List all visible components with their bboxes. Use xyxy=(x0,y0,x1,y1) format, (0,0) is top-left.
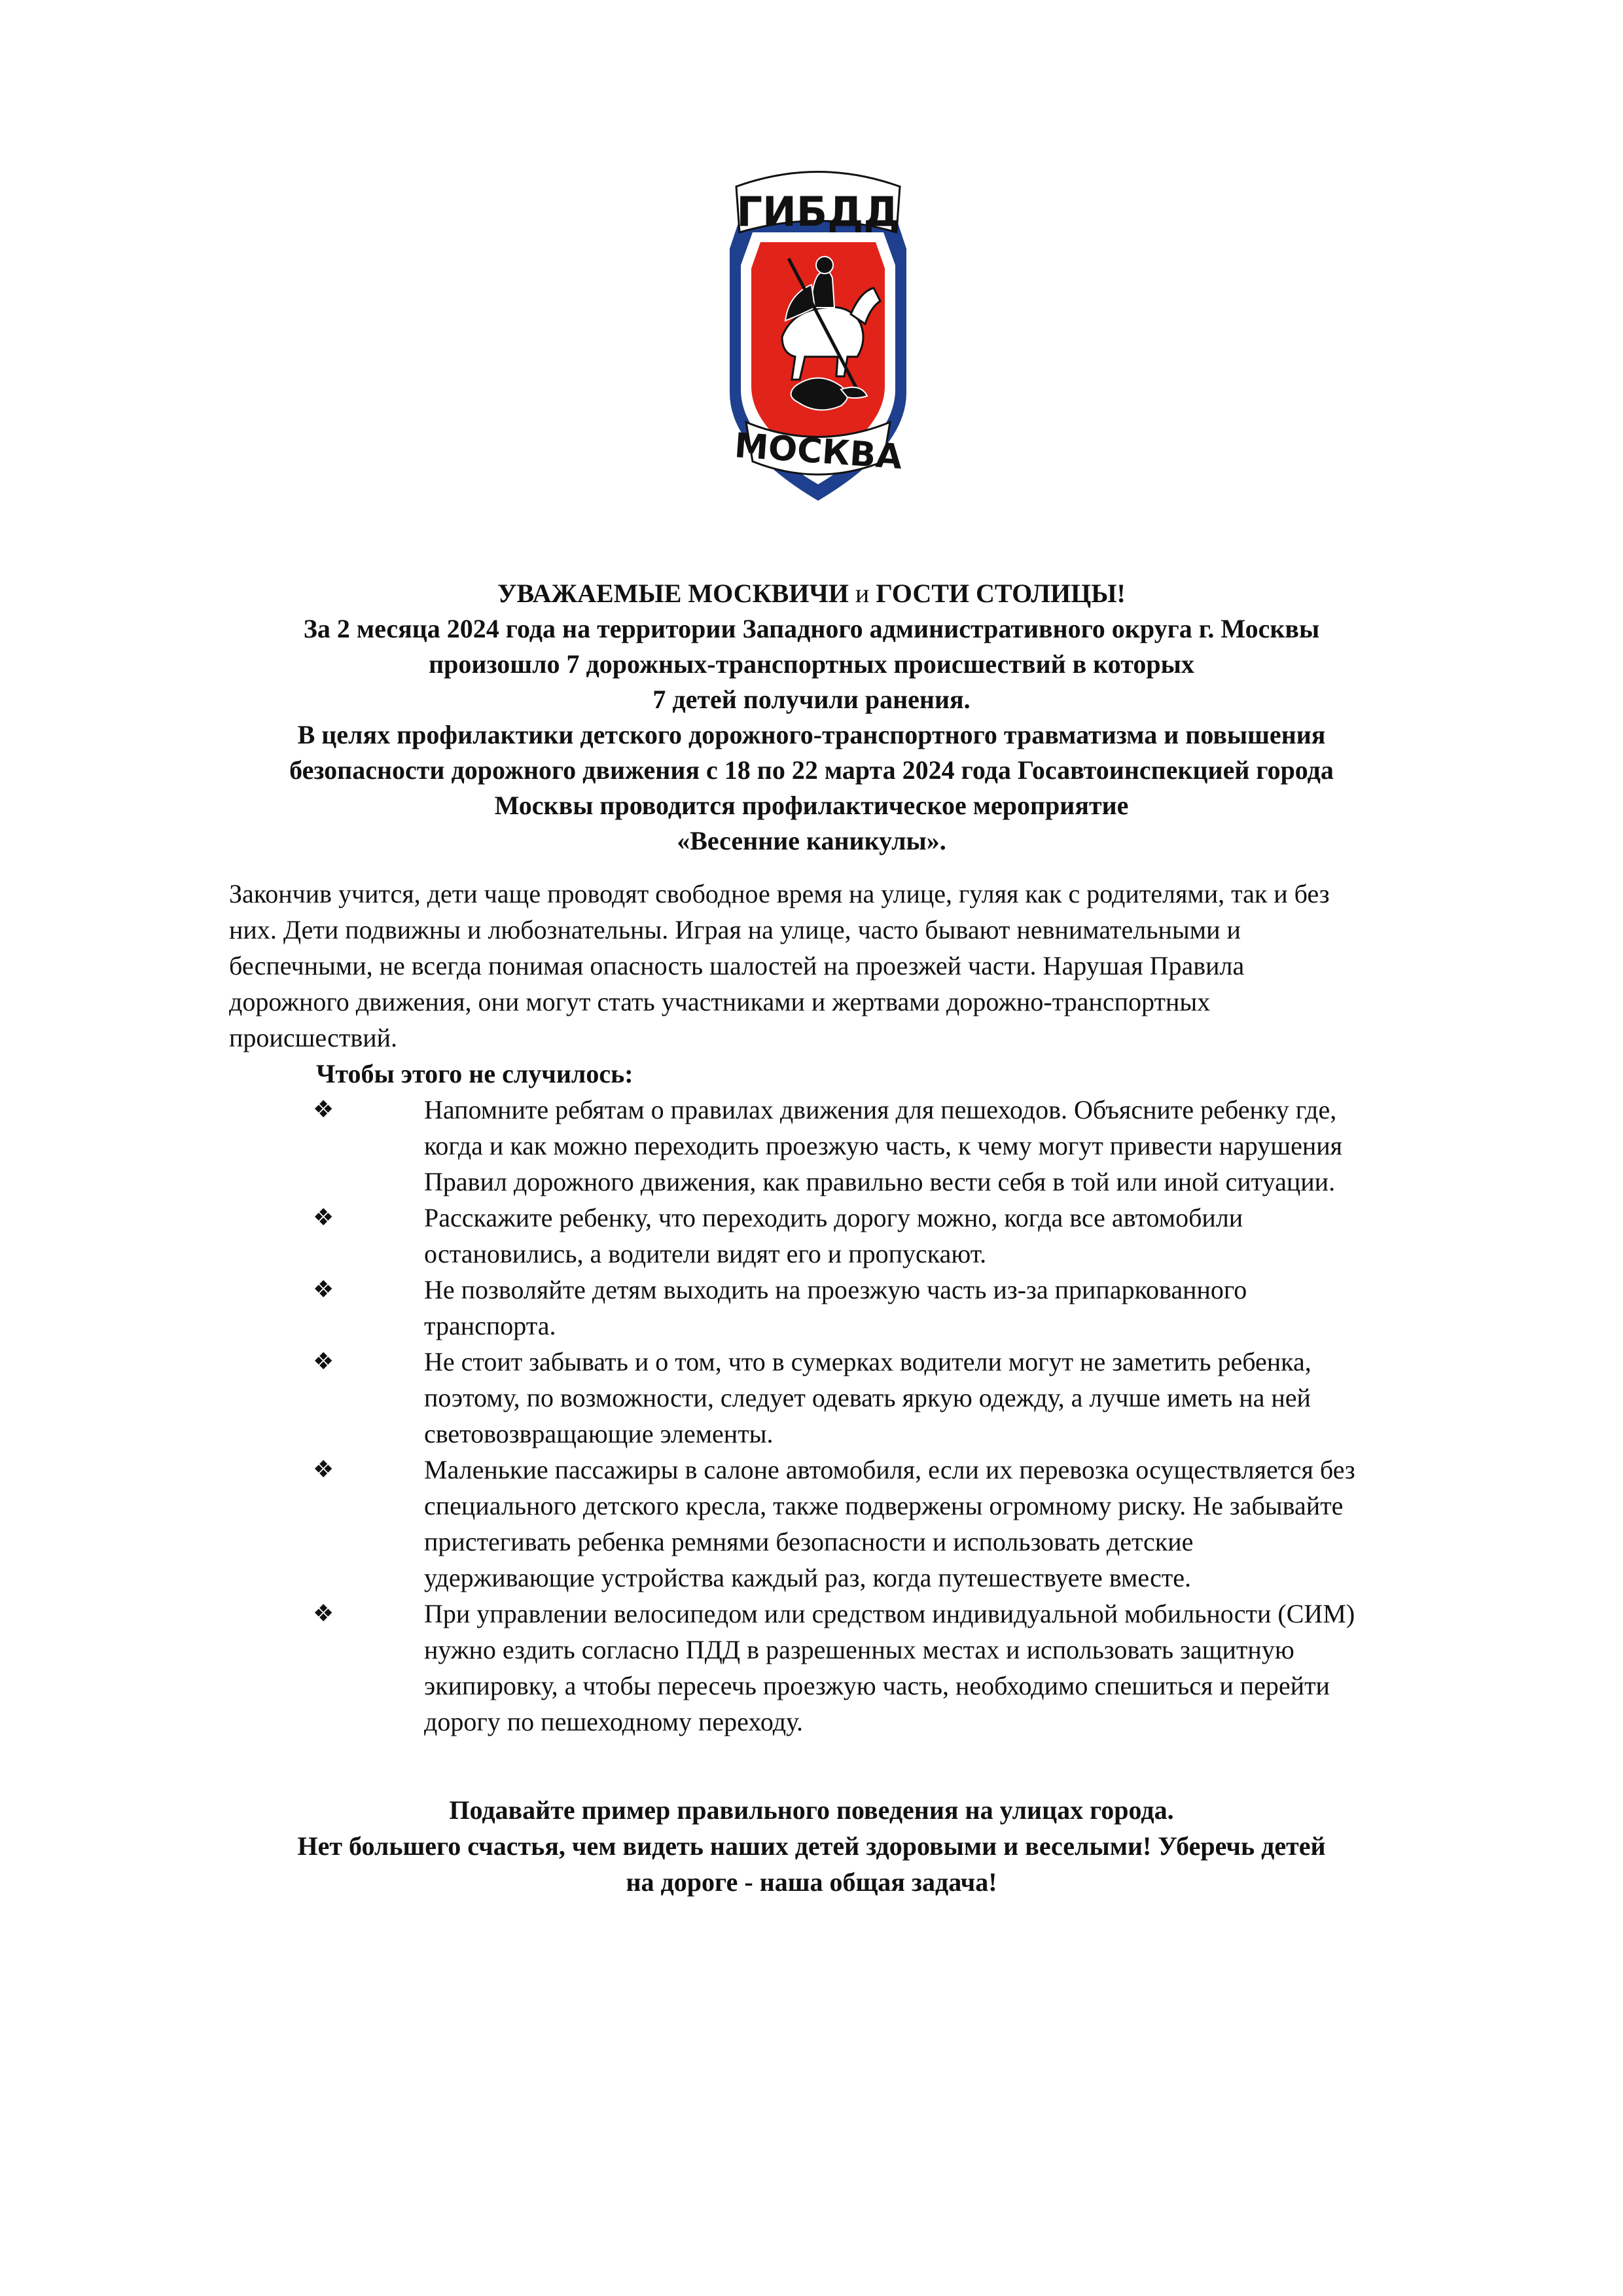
heading-line: безопасности дорожного движения с 18 по 22 марта 2024 года Госавтоинспекцией города xyxy=(289,755,1334,785)
closing-line: на дороге - наша общая задача! xyxy=(626,1867,997,1897)
list-item-line: Правил дорожного движения, как правильно вести себя в той или иной ситуации. xyxy=(424,1167,1336,1196)
list-item-line: Расскажите ребенку, что переходить дорогу можно, когда все автомобили xyxy=(424,1203,1243,1232)
list-item xyxy=(0,1344,1623,1452)
closing-line: Нет большего счастья, чем видеть наших детей здоровыми и веселыми! Уберечь детей xyxy=(297,1831,1326,1861)
paragraph-line: происшествий. xyxy=(229,1023,398,1052)
closing-appeal xyxy=(196,1792,1427,1900)
diamond-bullet-icon: ❖ xyxy=(313,1276,334,1303)
list-item-line: Напомните ребятам о правилах движения для пешеходов. Объясните ребенку где, xyxy=(424,1095,1337,1124)
heading-line: За 2 месяца 2024 года на территории Западного административного округа г. Москвы xyxy=(303,614,1320,643)
heading-line: произошло 7 дорожных-транспортных происшествий в которых xyxy=(429,649,1194,679)
list-item-line: световозвращающие элементы. xyxy=(424,1419,774,1448)
list-item-line: нужно ездить согласно ПДД в разрешенных местах и использовать защитную xyxy=(424,1635,1294,1664)
list-item-line: Не позволяйте детям выходить на проезжую часть из-за припаркованного xyxy=(424,1275,1247,1304)
diamond-bullet-icon: ❖ xyxy=(313,1096,334,1123)
list-item-line: транспорта. xyxy=(424,1311,556,1340)
list-item-line: когда и как можно переходить проезжую часть, к чему могут привести нарушения xyxy=(424,1131,1343,1160)
list-item-line: При управлении велосипедом или средством индивидуальной мобильности (СИМ) xyxy=(424,1599,1355,1628)
list-item xyxy=(0,1092,1623,1200)
paragraph-line: Закончив учится, дети чаще проводят свободное время на улице, гуляя как с родителями, так и без xyxy=(229,879,1330,908)
greeting-line: УВАЖАЕМЫЕ МОСКВИЧИ и ГОСТИ СТОЛИЦЫ! xyxy=(497,579,1126,608)
list-item-line: экипировку, а чтобы пересечь проезжую часть, необходимо спешиться и перейти xyxy=(424,1671,1330,1700)
list-item-line: Не стоит забывать и о том, что в сумерках водители могут не заметить ребенка, xyxy=(424,1347,1311,1376)
list-item-line: дорогу по пешеходному переходу. xyxy=(424,1707,804,1736)
announcement-heading xyxy=(196,576,1427,859)
paragraph-line: дорожного движения, они могут стать участниками и жертвами дорожно-транспортных xyxy=(229,987,1211,1016)
paragraph-line: беспечными, не всегда понимая опасность шалостей на проезжей части. Нарушая Правила xyxy=(229,951,1245,980)
list-item-line: удерживающие устройства каждый раз, когда путешествуете вместе. xyxy=(424,1563,1192,1592)
list-item-line: поэтому, по возможности, следует одевать яркую одежду, а лучше иметь на ней xyxy=(424,1383,1311,1412)
heading-line: 7 детей получили ранения. xyxy=(652,685,971,714)
campaign-name: «Весенние каникулы». xyxy=(677,826,946,855)
intro-paragraph xyxy=(229,876,1512,1056)
advice-list xyxy=(0,1092,1623,1740)
list-item-line: специального детского кресла, также подвержены огромному риску. Не забывайте xyxy=(424,1491,1344,1520)
diamond-bullet-icon: ❖ xyxy=(313,1348,334,1375)
heading-line: Москвы проводится профилактическое мероприятие xyxy=(494,791,1129,820)
emblem-top-text: ГИБДД xyxy=(736,188,900,236)
heading-line: В целях профилактики детского дорожного-транспортного травматизма и повышения xyxy=(297,720,1326,749)
closing-line: Подавайте пример правильного поведения на улицах города. xyxy=(449,1795,1174,1825)
list-item-line: пристегивать ребенка ремнями безопасности и использовать детские xyxy=(424,1527,1194,1556)
list-item xyxy=(0,1200,1623,1272)
paragraph-line: них. Дети подвижны и любознательны. Играя на улице, часто бывают невнимательными и xyxy=(229,915,1241,944)
list-item-line: остановились, а водители видят его и пропускают. xyxy=(424,1239,987,1268)
list-item xyxy=(0,1272,1623,1344)
list-item-line: Маленькие пассажиры в салоне автомобиля, если их перевозка осуществляется без xyxy=(424,1455,1355,1484)
list-item xyxy=(0,1596,1623,1740)
diamond-bullet-icon: ❖ xyxy=(313,1204,334,1231)
emblem-bottom-text: МОСКВА xyxy=(733,426,904,477)
diamond-bullet-icon: ❖ xyxy=(313,1456,334,1483)
advice-subheading: Чтобы этого не случилось: xyxy=(316,1059,633,1088)
list-item xyxy=(0,1452,1623,1596)
diamond-bullet-icon: ❖ xyxy=(313,1600,334,1627)
gibdd-moscow-emblem xyxy=(720,160,916,504)
